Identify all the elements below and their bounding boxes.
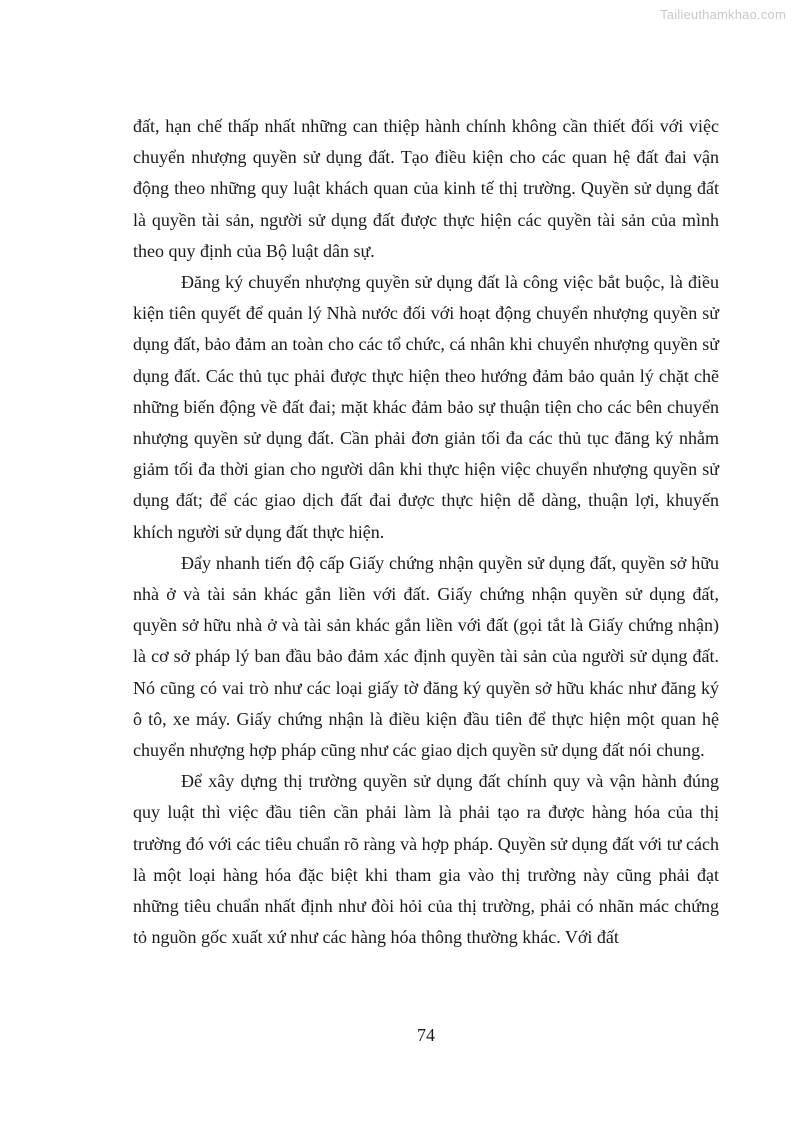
paragraph-4: Để xây dựng thị trường quyền sử dụng đất chính quy và vận hành đúng quy luật thì việc đầu tiên cần phải làm là phải tạo ra được hàng hóa của thị trường đó với các tiêu chuẩn rõ ràng và hợp pháp. Quyền sử dụng đất với tư cách là một loại hàng hóa đặc biệt khi tham gia vào thị trường này cũng phải đạt những tiêu chuẩn nhất định như đòi hỏi của thị trường, phải có nhãn mác chứng tỏ nguồn gốc xuất xứ như các hàng hóa thông thường khác. Với đất [133, 771, 719, 948]
paragraph-1: đất, hạn chế thấp nhất những can thiệp hành chính không cần thiết đối với việc chuyển nhượng quyền sử dụng đất. Tạo điều kiện cho các quan hệ đất đai vận động theo những quy luật khách quan của kinh tế thị trường. Quyền sử dụng đất là quyền tài sản, người sử dụng đất được thực hiện các quyền tài sản của mình theo quy định của Bộ luật dân sự. [133, 116, 719, 261]
document-body [133, 111, 719, 953]
paragraph-2: Đăng ký chuyển nhượng quyền sử dụng đất là công việc bắt buộc, là điều kiện tiên quyết để quản lý Nhà nước đối với hoạt động chuyển nhượng quyền sử dụng đất, bảo đảm an toàn cho các tổ chức, cá nhân khi chuyển nhượng quyền sử dụng đất. Các thủ tục phải được thực hiện theo hướng đảm bảo quản lý chặt chẽ những biến động về đất đai; mặt khác đảm bảo sự thuận tiện cho các bên chuyển nhượng quyền sử dụng đất. Cần phải đơn giản tối đa các thủ tục đăng ký nhằm giảm tối đa thời gian cho người dân khi thực hiện việc chuyển nhượng quyền sử dụng đất; để các giao dịch đất đai được thực hiện dễ dàng, thuận lợi, khuyến khích người sử dụng đất thực hiện. [133, 272, 719, 542]
page-number: 74 [417, 1025, 435, 1045]
watermark-text: Tailieuthamkhao.com [660, 7, 786, 22]
paragraph-3: Đẩy nhanh tiến độ cấp Giấy chứng nhận quyền sử dụng đất, quyền sở hữu nhà ở và tài sản khác gắn liền với đất. Giấy chứng nhận quyền sử dụng đất, quyền sở hữu nhà ở và tài sản khác gắn liền với đất (gọi tắt là Giấy chứng nhận) là cơ sở pháp lý ban đầu bảo đảm xác định quyền tài sản của người sử dụng đất. Nó cũng có vai trò như các loại giấy tờ đăng ký quyền sở hữu khác như đăng ký ô tô, xe máy. Giấy chứng nhận là điều kiện đầu tiên để thực hiện một quan hệ chuyển nhượng hợp pháp cũng như các giao dịch quyền sử dụng đất nói chung. [133, 552, 719, 761]
